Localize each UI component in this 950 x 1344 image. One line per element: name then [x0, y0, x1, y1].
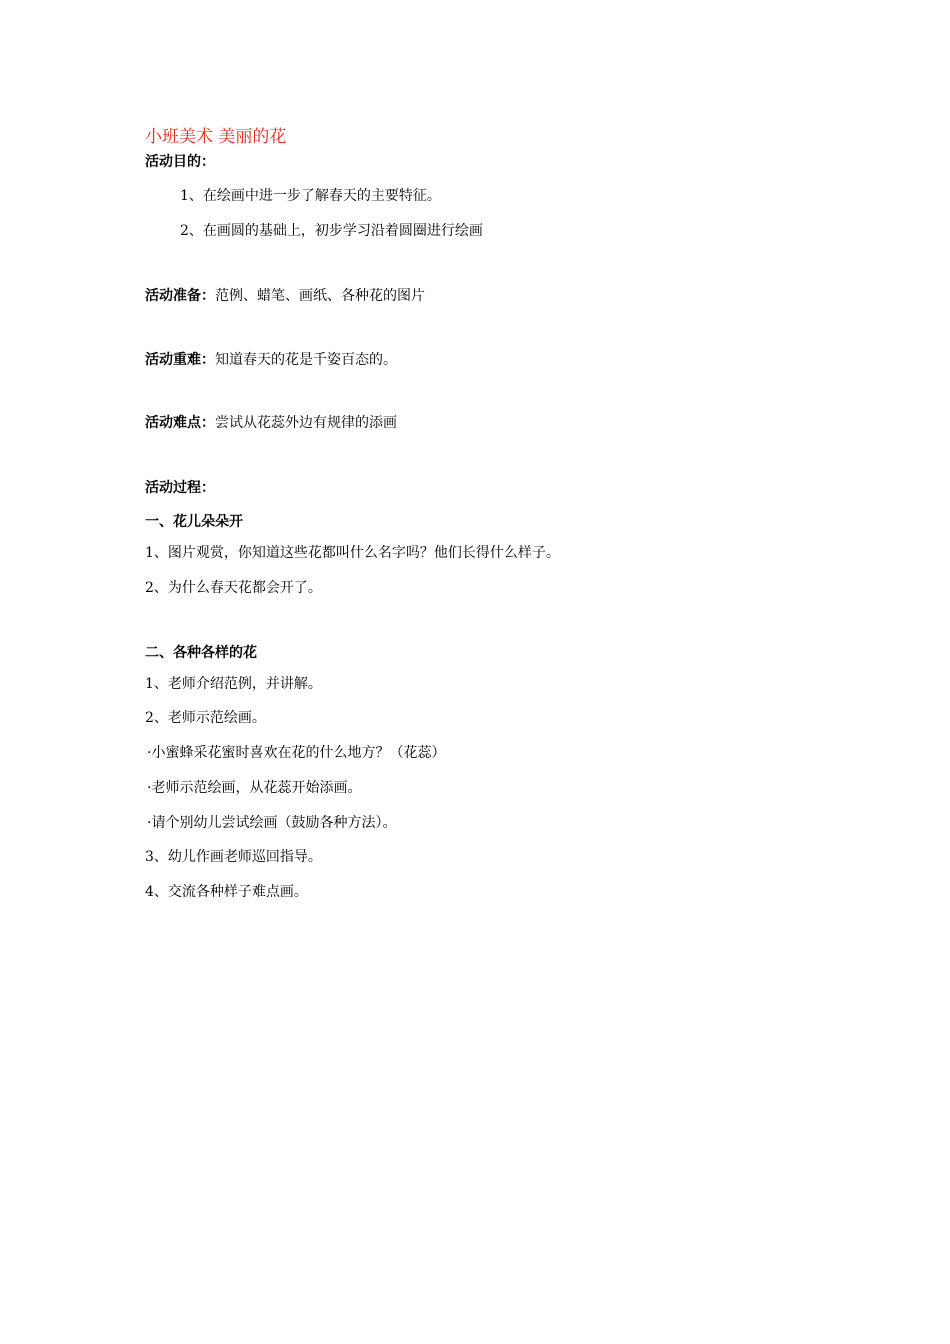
list-item: 2、老师示范绘画。: [145, 710, 266, 726]
difficulty-line: [145, 413, 397, 433]
document-title: 小班美术 美丽的花: [145, 127, 287, 147]
difficulty-text: 尝试从花蕊外边有规律的添画: [215, 415, 397, 431]
prep-line: [145, 286, 425, 306]
key-label: 活动重难：: [145, 352, 215, 368]
goal-item: 2、在画圆的基础上，初步学习沿着圆圈进行绘画: [180, 223, 483, 239]
prep-label: 活动准备：: [145, 288, 215, 304]
goal-item: 1、在绘画中进一步了解春天的主要特征。: [180, 188, 441, 204]
list-item: 1、图片观赏，你知道这些花都叫什么名字吗？他们长得什么样子。: [145, 545, 560, 561]
list-item: 2、为什么春天花都会开了。: [145, 580, 322, 596]
key-line: [145, 350, 397, 370]
prep-text: 范例、蜡笔、画纸、各种花的图片: [215, 288, 425, 304]
difficulty-label: 活动难点：: [145, 415, 215, 431]
list-item: ·老师示范绘画，从花蕊开始添画。: [147, 780, 362, 796]
list-item: 1、老师介绍范例，并讲解。: [145, 676, 322, 692]
list-item: 4、交流各种样子难点画。: [145, 884, 308, 900]
section2-heading: 二、各种各样的花: [145, 645, 257, 661]
list-item: ·小蜜蜂采花蜜时喜欢在花的什么地方？（花蕊）: [147, 745, 446, 761]
list-item: ·请个别幼儿尝试绘画（鼓励各种方法）。: [147, 815, 397, 831]
section1-heading: 一、花儿朵朵开: [145, 514, 243, 530]
key-text: 知道春天的花是千姿百态的。: [215, 352, 397, 368]
list-item: 3、幼儿作画老师巡回指导。: [145, 849, 322, 865]
goal-heading: 活动目的：: [145, 154, 215, 170]
process-heading: 活动过程：: [145, 480, 215, 496]
